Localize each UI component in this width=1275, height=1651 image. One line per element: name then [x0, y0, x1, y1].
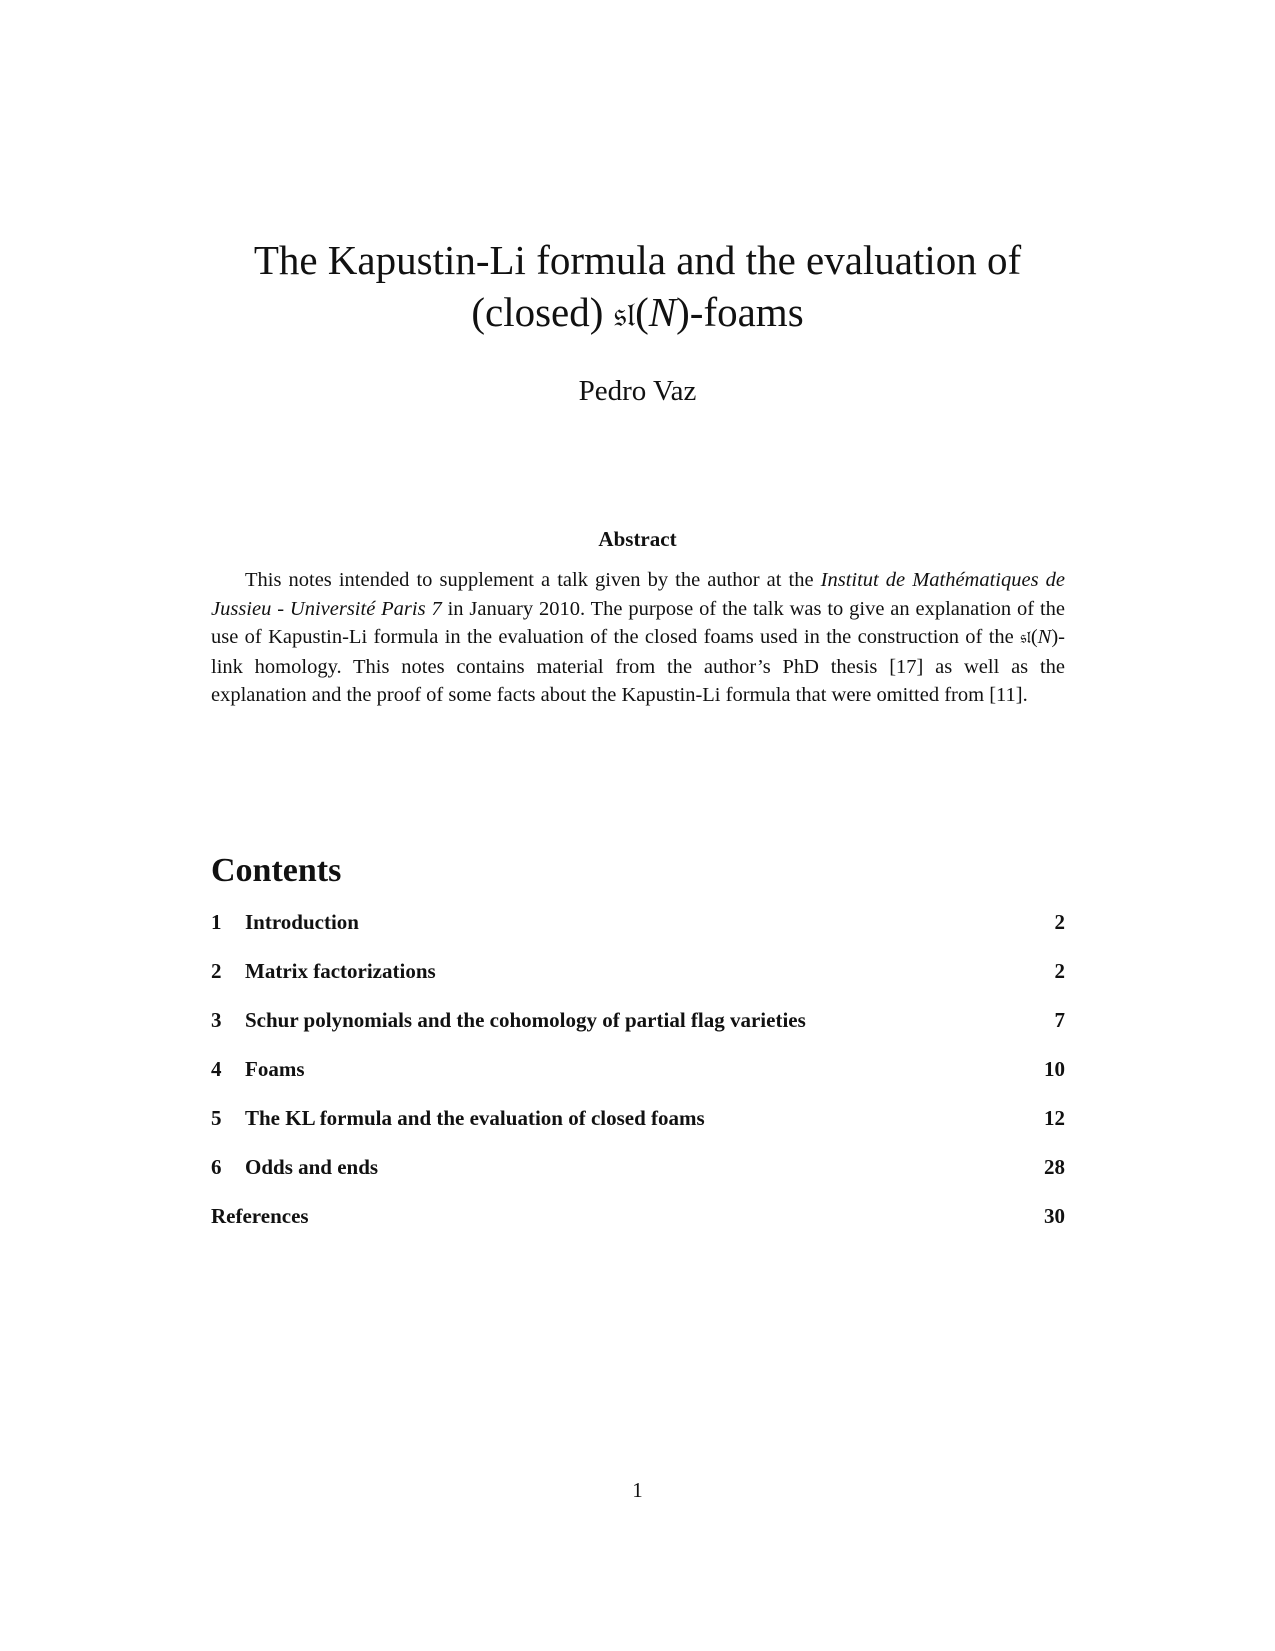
paper-title — [180, 234, 1095, 341]
toc-entry-number: 6 — [211, 1155, 222, 1179]
toc-entry-title[interactable]: Schur polynomials and the cohomology of partial flag varieties — [245, 1008, 806, 1032]
toc-entry[interactable] — [211, 1008, 1065, 1038]
toc-entry-title[interactable]: Foams — [245, 1057, 305, 1081]
toc-entry-title[interactable]: Odds and ends — [245, 1155, 379, 1179]
toc-entry-page[interactable]: 10 — [1044, 1057, 1065, 1081]
toc-entry-title[interactable]: The KL formula and the evaluation of closed foams — [245, 1106, 705, 1130]
toc-entry-page[interactable]: 2 — [1054, 959, 1065, 983]
toc-entry[interactable] — [211, 910, 1065, 940]
title-variable-n: N — [648, 289, 677, 335]
toc-entry-number: 3 — [211, 1008, 222, 1032]
abstract-frak-sl: 𝔰𝔩 — [1020, 628, 1031, 648]
toc-entry-title[interactable]: Introduction — [245, 910, 359, 934]
abstract-heading: Abstract — [598, 527, 677, 551]
toc-entry-page[interactable]: 12 — [1044, 1106, 1065, 1130]
toc-entry-references[interactable] — [211, 1204, 1065, 1234]
abstract-text-2: in January 2010. The purpose of the talk was to give an explanation of the use of Kapustin-Li formula in the evaluation of the closed foams used in the construction of the — [211, 597, 1065, 648]
toc-entry-page[interactable]: 7 — [1054, 1008, 1065, 1032]
toc-entry-number: 2 — [211, 959, 222, 983]
abstract-text-1: This notes intended to supplement a talk given by the author at the — [245, 569, 821, 591]
toc-entry-page[interactable]: 2 — [1054, 910, 1065, 934]
author-name: Pedro Vaz — [578, 375, 697, 407]
toc-entry[interactable] — [211, 1155, 1065, 1185]
abstract-body — [211, 566, 1065, 710]
toc-entry[interactable] — [211, 959, 1065, 989]
abstract-institution: Institut de Mathématiques de Jussieu - Université Paris 7 — [211, 569, 1065, 620]
title-line-2-prefix: (closed) — [471, 289, 614, 335]
title-frak-sl: 𝔰𝔩 — [613, 295, 636, 335]
toc-entry-title[interactable]: References — [211, 1204, 309, 1228]
page-number: 1 — [632, 1478, 643, 1502]
toc-entry-number: 5 — [211, 1106, 222, 1130]
toc-entry-page[interactable]: 30 — [1044, 1204, 1065, 1228]
toc-entry-number: 4 — [211, 1057, 222, 1081]
toc-entry[interactable] — [211, 1057, 1065, 1087]
abstract-open-paren: ( — [1030, 626, 1038, 648]
title-open-paren: ( — [635, 289, 649, 335]
toc-entry-number: 1 — [211, 910, 222, 934]
abstract-variable-n: N — [1037, 626, 1052, 648]
contents-heading: Contents — [211, 852, 342, 889]
toc-entry[interactable] — [211, 1106, 1065, 1136]
title-line-2-suffix: )-foams — [676, 289, 804, 335]
title-line-1: The Kapustin-Li formula and the evaluation of — [253, 237, 1022, 283]
abstract-text-3: )-link homology. This notes contains material from the author’s PhD thesis [17] as well as the explanation and the proof of some facts about the Kapustin-Li formula that were omitted from [11]. — [211, 626, 1065, 706]
toc-entry-page[interactable]: 28 — [1044, 1155, 1065, 1179]
toc-entry-title[interactable]: Matrix factorizations — [245, 959, 436, 983]
